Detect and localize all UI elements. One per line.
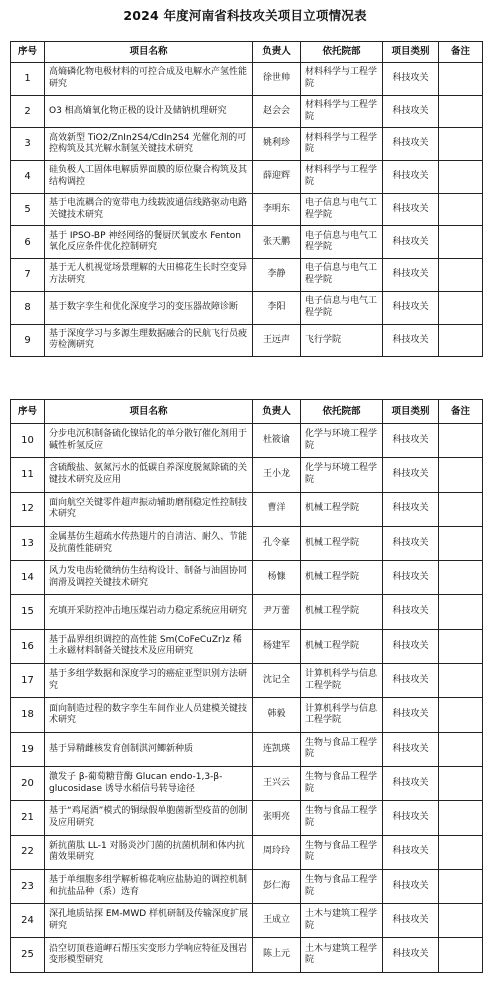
project-leader: 连凯瑛 xyxy=(253,732,301,766)
project-leader: 王成立 xyxy=(253,904,301,938)
row-number: 5 xyxy=(11,193,45,226)
project-leader: 杨建军 xyxy=(253,629,301,663)
project-category: 科技攻关 xyxy=(383,766,439,800)
row-number: 19 xyxy=(11,732,45,766)
project-category: 科技攻关 xyxy=(383,664,439,698)
header-name: 项目名称 xyxy=(45,400,253,424)
project-name: 风力发电齿轮微纳仿生结构设计、制备与油固协同润滑及调控关键技术研究 xyxy=(45,561,253,595)
table-row xyxy=(11,324,483,357)
host-department: 生物与食品工程学院 xyxy=(301,869,383,903)
project-category: 科技攻关 xyxy=(383,698,439,732)
row-number: 25 xyxy=(11,938,45,972)
host-department: 材料科学与工程学院 xyxy=(301,63,383,96)
project-leader: 薛迎辉 xyxy=(253,161,301,194)
row-number: 16 xyxy=(11,629,45,663)
document-title: 2024 年度河南省科技攻关项目立项情况表 xyxy=(123,8,367,23)
host-department: 材料科学与工程学院 xyxy=(301,95,383,128)
project-name: 面向航空关键零件超声振动辅助磨削稳定性控制技术研究 xyxy=(45,492,253,526)
row-number: 20 xyxy=(11,766,45,800)
remarks xyxy=(439,226,483,259)
header-person: 负责人 xyxy=(253,400,301,424)
host-department: 化学与环境工程学院 xyxy=(301,458,383,492)
project-name: 激发子 β-葡萄糖苷酶 Glucan endo-1,3-β-glucosidase 诱导水稻信号转导途径 xyxy=(45,766,253,800)
host-department: 生物与食品工程学院 xyxy=(301,835,383,869)
project-category: 科技攻关 xyxy=(383,904,439,938)
host-department: 机械工程学院 xyxy=(301,492,383,526)
row-number: 13 xyxy=(11,526,45,560)
project-leader: 徐世帅 xyxy=(253,63,301,96)
table-row xyxy=(11,766,483,800)
header-person: 负责人 xyxy=(253,42,301,63)
project-leader: 赵会会 xyxy=(253,95,301,128)
project-leader: 曹洋 xyxy=(253,492,301,526)
row-number: 12 xyxy=(11,492,45,526)
project-name: 硅负极人工固体电解质界面膜的原位聚合构筑及其结构调控 xyxy=(45,161,253,194)
host-department: 土木与建筑工程学院 xyxy=(301,904,383,938)
remarks xyxy=(439,526,483,560)
project-name: 基于数字孪生和优化深度学习的变压器故障诊断 xyxy=(45,291,253,324)
table-row xyxy=(11,291,483,324)
table-row xyxy=(11,732,483,766)
remarks xyxy=(439,801,483,835)
table-row xyxy=(11,561,483,595)
project-category: 科技攻关 xyxy=(383,561,439,595)
project-name: 基于深度学习与多源生理数据融合的民航飞行员疲劳检测研究 xyxy=(45,324,253,357)
project-leader: 陈上元 xyxy=(253,938,301,972)
project-leader: 王远声 xyxy=(253,324,301,357)
host-department: 机械工程学院 xyxy=(301,629,383,663)
table-row xyxy=(11,698,483,732)
row-number: 23 xyxy=(11,869,45,903)
project-leader: 李阳 xyxy=(253,291,301,324)
project-leader: 姚利珍 xyxy=(253,128,301,161)
project-name: 深孔地质钻探 EM-MWD 样机研制及传输深度扩展研究 xyxy=(45,904,253,938)
host-department: 计算机科学与信息工程学院 xyxy=(301,664,383,698)
host-department: 机械工程学院 xyxy=(301,595,383,629)
table-row xyxy=(11,904,483,938)
header-cat: 项目类别 xyxy=(383,400,439,424)
host-department: 材料科学与工程学院 xyxy=(301,161,383,194)
project-leader: 李明东 xyxy=(253,193,301,226)
table-row xyxy=(11,629,483,663)
remarks xyxy=(439,732,483,766)
project-leader: 韩毅 xyxy=(253,698,301,732)
host-department: 机械工程学院 xyxy=(301,561,383,595)
row-number: 3 xyxy=(11,128,45,161)
remarks xyxy=(439,161,483,194)
table-row xyxy=(11,492,483,526)
row-number: 21 xyxy=(11,801,45,835)
host-department: 电子信息与电气工程学院 xyxy=(301,291,383,324)
table-row xyxy=(11,193,483,226)
project-name: O3 相高熵氧化物正极的设计及储钠机理研究 xyxy=(45,95,253,128)
project-category: 科技攻关 xyxy=(383,835,439,869)
host-department: 土木与建筑工程学院 xyxy=(301,938,383,972)
project-category: 科技攻关 xyxy=(383,938,439,972)
table-row xyxy=(11,595,483,629)
host-department: 飞行学院 xyxy=(301,324,383,357)
project-leader: 杜筱谕 xyxy=(253,424,301,458)
row-number: 8 xyxy=(11,291,45,324)
header-dept: 依托院部 xyxy=(301,42,383,63)
project-name: 基于“鸡尾酒”模式的铜绿假单胞菌新型疫苗的创制及应用研究 xyxy=(45,801,253,835)
project-leader: 孔令豪 xyxy=(253,526,301,560)
table-row xyxy=(11,95,483,128)
host-department: 材料科学与工程学院 xyxy=(301,128,383,161)
project-name: 沿空切顶巷道岬石帮压实变形力学响应特征及围岩变形模型研究 xyxy=(45,938,253,972)
table-row xyxy=(11,161,483,194)
table-row xyxy=(11,664,483,698)
project-leader: 张天鹏 xyxy=(253,226,301,259)
project-category: 科技攻关 xyxy=(383,324,439,357)
table-header-row xyxy=(11,42,483,63)
remarks xyxy=(439,561,483,595)
host-department: 电子信息与电气工程学院 xyxy=(301,193,383,226)
project-name: 基于无人机视觉场景理解的大田棉花生长时空变异方法研究 xyxy=(45,259,253,292)
project-name: 面向制造过程的数字孪生车间作业人员建模关键技术研究 xyxy=(45,698,253,732)
table-header-row xyxy=(11,400,483,424)
project-category: 科技攻关 xyxy=(383,63,439,96)
remarks xyxy=(439,128,483,161)
host-department: 化学与环境工程学院 xyxy=(301,424,383,458)
remarks xyxy=(439,63,483,96)
row-number: 10 xyxy=(11,424,45,458)
table-row xyxy=(11,938,483,972)
remarks xyxy=(439,629,483,663)
project-category: 科技攻关 xyxy=(383,226,439,259)
header-num: 序号 xyxy=(11,42,45,63)
remarks xyxy=(439,766,483,800)
project-category: 科技攻关 xyxy=(383,95,439,128)
project-leader: 周玲玲 xyxy=(253,835,301,869)
project-name: 基于电流耦合的宽带电力线载波通信线路驱动电路关键技术研究 xyxy=(45,193,253,226)
project-name: 含硫酸盐、氨氮污水的低碳自养深度脱氮除硫的关键技术研究及应用 xyxy=(45,458,253,492)
row-number: 1 xyxy=(11,63,45,96)
remarks xyxy=(439,595,483,629)
header-dept: 依托院部 xyxy=(301,400,383,424)
project-name: 充填开采防控冲击地压煤岩动力稳定系统应用研究 xyxy=(45,595,253,629)
remarks xyxy=(439,698,483,732)
row-number: 7 xyxy=(11,259,45,292)
table-row xyxy=(11,835,483,869)
host-department: 生物与食品工程学院 xyxy=(301,801,383,835)
remarks xyxy=(439,95,483,128)
remarks xyxy=(439,492,483,526)
table-row xyxy=(11,801,483,835)
row-number: 17 xyxy=(11,664,45,698)
header-name: 项目名称 xyxy=(45,42,253,63)
remarks xyxy=(439,938,483,972)
project-name: 高熵磷化物电极材料的可控合成及电解水产氢性能研究 xyxy=(45,63,253,96)
remarks xyxy=(439,835,483,869)
project-leader: 彭仁海 xyxy=(253,869,301,903)
table-row xyxy=(11,226,483,259)
row-number: 2 xyxy=(11,95,45,128)
project-name: 基于 IPSO-BP 神经网络的餐厨厌氧废水 Fenton 氧化反应条件优化控制研究 xyxy=(45,226,253,259)
project-category: 科技攻关 xyxy=(383,424,439,458)
host-department: 生物与食品工程学院 xyxy=(301,766,383,800)
project-category: 科技攻关 xyxy=(383,869,439,903)
project-category: 科技攻关 xyxy=(383,526,439,560)
host-department: 机械工程学院 xyxy=(301,526,383,560)
project-table-1 xyxy=(10,41,483,357)
table-row xyxy=(11,458,483,492)
row-number: 18 xyxy=(11,698,45,732)
remarks xyxy=(439,291,483,324)
project-leader: 李静 xyxy=(253,259,301,292)
host-department: 计算机科学与信息工程学院 xyxy=(301,698,383,732)
project-name: 基于多组学数据和深度学习的癌症亚型识别方法研究 xyxy=(45,664,253,698)
host-department: 电子信息与电气工程学院 xyxy=(301,226,383,259)
project-leader: 张明亮 xyxy=(253,801,301,835)
row-number: 24 xyxy=(11,904,45,938)
project-name: 基于异精雌核发育创制淇河鲫新种质 xyxy=(45,732,253,766)
project-name: 基于单细胞多组学解析棉花响应盐胁迫的调控机制和抗盐品种（系）选育 xyxy=(45,869,253,903)
row-number: 22 xyxy=(11,835,45,869)
project-category: 科技攻关 xyxy=(383,193,439,226)
row-number: 6 xyxy=(11,226,45,259)
project-category: 科技攻关 xyxy=(383,291,439,324)
header-note: 备注 xyxy=(439,42,483,63)
table-row xyxy=(11,63,483,96)
remarks xyxy=(439,259,483,292)
project-category: 科技攻关 xyxy=(383,458,439,492)
header-num: 序号 xyxy=(11,400,45,424)
remarks xyxy=(439,664,483,698)
project-leader: 王兴云 xyxy=(253,766,301,800)
row-number: 4 xyxy=(11,161,45,194)
project-category: 科技攻关 xyxy=(383,595,439,629)
project-name: 基于晶界组织调控的高性能 Sm(CoFeCuZr)z 稀土永磁材料制备关键技术及应用研究 xyxy=(45,629,253,663)
host-department: 电子信息与电气工程学院 xyxy=(301,259,383,292)
row-number: 14 xyxy=(11,561,45,595)
remarks xyxy=(439,904,483,938)
remarks xyxy=(439,869,483,903)
project-name: 新抗菌肽 LL-1 对肠炎沙门菌的抗菌机制和体内抗菌效果研究 xyxy=(45,835,253,869)
remarks xyxy=(439,458,483,492)
table-row xyxy=(11,259,483,292)
project-name: 分步电沉积制备硫化镍钴化的单分散钌催化剂用于碱性析氢反应 xyxy=(45,424,253,458)
row-number: 9 xyxy=(11,324,45,357)
table-row xyxy=(11,869,483,903)
project-table-2 xyxy=(10,399,483,973)
host-department: 生物与食品工程学院 xyxy=(301,732,383,766)
row-number: 11 xyxy=(11,458,45,492)
project-name: 金属基仿生超疏水传热翅片的自清洁、耐久、节能及抗菌性能研究 xyxy=(45,526,253,560)
remarks xyxy=(439,324,483,357)
header-note: 备注 xyxy=(439,400,483,424)
header-cat: 项目类别 xyxy=(383,42,439,63)
row-number: 15 xyxy=(11,595,45,629)
project-category: 科技攻关 xyxy=(383,629,439,663)
table-row xyxy=(11,128,483,161)
remarks xyxy=(439,193,483,226)
remarks xyxy=(439,424,483,458)
project-category: 科技攻关 xyxy=(383,732,439,766)
project-category: 科技攻关 xyxy=(383,161,439,194)
project-leader: 杨慷 xyxy=(253,561,301,595)
project-category: 科技攻关 xyxy=(383,492,439,526)
table-row xyxy=(11,526,483,560)
project-category: 科技攻关 xyxy=(383,801,439,835)
project-leader: 王小龙 xyxy=(253,458,301,492)
project-leader: 尹万蕾 xyxy=(253,595,301,629)
table-row xyxy=(11,424,483,458)
project-leader: 沈记全 xyxy=(253,664,301,698)
project-category: 科技攻关 xyxy=(383,259,439,292)
project-category: 科技攻关 xyxy=(383,128,439,161)
project-name: 高效新型 TiO2/ZnIn2S4/CdIn2S4 光催化剂的可控构筑及其光解水制氢关键技术研究 xyxy=(45,128,253,161)
